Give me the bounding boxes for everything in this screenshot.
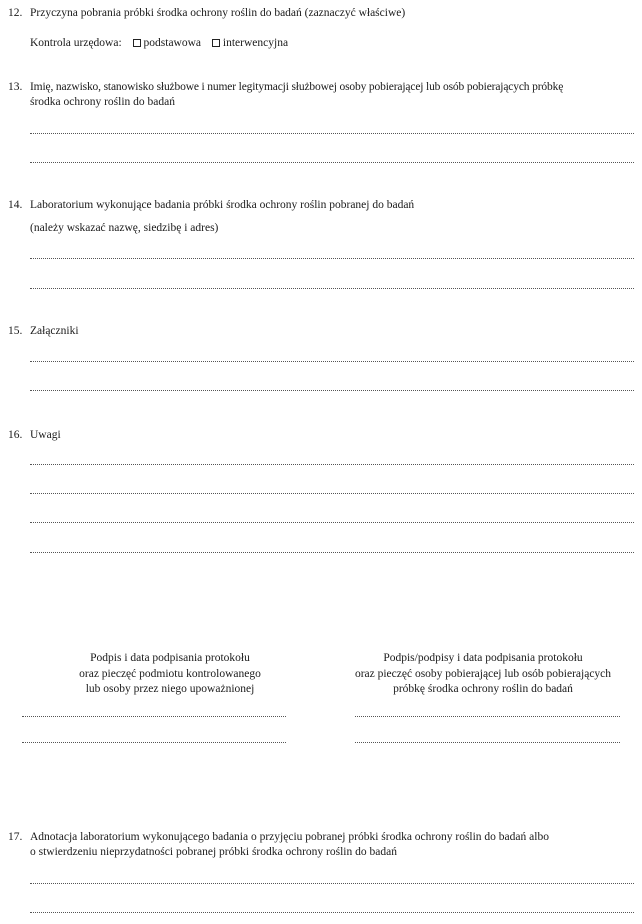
section-16-fill-line[interactable] <box>30 464 634 465</box>
signature-right-line-1: Podpis/podpisy i data podpisania protokołu <box>383 652 583 664</box>
section-13-fill-line[interactable] <box>30 162 634 163</box>
section-17-number: 17. <box>8 831 23 843</box>
section-16-fill-line[interactable] <box>30 522 634 523</box>
section-17-line-2: o stwierdzeniu nieprzydatności pobranej próbki środka ochrony roślin do badań <box>30 846 397 858</box>
signature-left-line-2: oraz pieczęć podmiotu kontrolowanego <box>79 667 261 680</box>
signature-right-caption <box>330 651 636 698</box>
section-12-title: Przyczyna pobrania próbki środka ochrony roślin do badań (zaznaczyć właściwe) <box>30 7 406 19</box>
section-13-fill-line[interactable] <box>30 133 634 134</box>
official-control-label: Kontrola urzędowa: <box>30 37 122 49</box>
section-15-number: 15. <box>8 325 23 337</box>
section-16-fill-line[interactable] <box>30 493 634 494</box>
section-17-fill-line[interactable] <box>30 883 634 884</box>
section-16-fill-line[interactable] <box>30 552 634 553</box>
section-14-fill-line[interactable] <box>30 288 634 289</box>
section-15-fill-line[interactable] <box>30 361 634 362</box>
official-control-row <box>30 36 288 52</box>
signature-left-caption <box>20 651 320 698</box>
section-13-line-1: Imię, nazwisko, stanowisko służbowe i numer legitymacji służbowej osoby pobierającej lub osób pobierających próbkę <box>30 81 564 93</box>
section-15-title: Załączniki <box>30 325 79 337</box>
signature-left-line-3: lub osoby przez niego upoważnionej <box>85 683 255 696</box>
section-14-title: Laboratorium wykonujące badania próbki środka ochrony roślin pobranej do badań <box>30 199 415 211</box>
section-13-number: 13. <box>8 81 23 93</box>
signature-right-line[interactable] <box>355 742 620 743</box>
checkbox-icon[interactable] <box>212 39 220 47</box>
section-14-number: 14. <box>8 199 23 211</box>
section-13-line-2: środka ochrony roślin do badań <box>30 96 175 108</box>
option-interwencyjna-label: interwencyjna <box>222 37 289 49</box>
section-15-fill-line[interactable] <box>30 390 634 391</box>
checkbox-icon[interactable] <box>133 39 141 47</box>
signature-left-line[interactable] <box>22 716 286 717</box>
signature-left-line[interactable] <box>22 742 286 743</box>
section-16-number: 16. <box>8 429 23 441</box>
section-14-fill-line[interactable] <box>30 258 634 259</box>
section-17-line-1: Adnotacja laboratorium wykonującego badania o przyjęciu pobranej próbki środka ochrony roślin do badań albo <box>30 831 549 843</box>
signature-right-line[interactable] <box>355 716 620 717</box>
signature-left-line-1: Podpis i data podpisania protokołu <box>90 652 250 664</box>
section-12-number: 12. <box>8 7 23 19</box>
option-interwencyjna[interactable] <box>212 37 288 49</box>
section-16-title: Uwagi <box>30 429 61 441</box>
section-17-fill-line[interactable] <box>30 912 634 913</box>
signature-right-line-3: próbkę środka ochrony roślin do badań <box>393 683 573 696</box>
option-podstawowa-label: podstawowa <box>143 37 202 49</box>
signature-right-line-2: oraz pieczęć osoby pobierającej lub osób pobierających <box>354 667 612 680</box>
section-14-subtitle: (należy wskazać nazwę, siedzibę i adres) <box>30 222 219 234</box>
option-podstawowa[interactable] <box>133 37 202 49</box>
